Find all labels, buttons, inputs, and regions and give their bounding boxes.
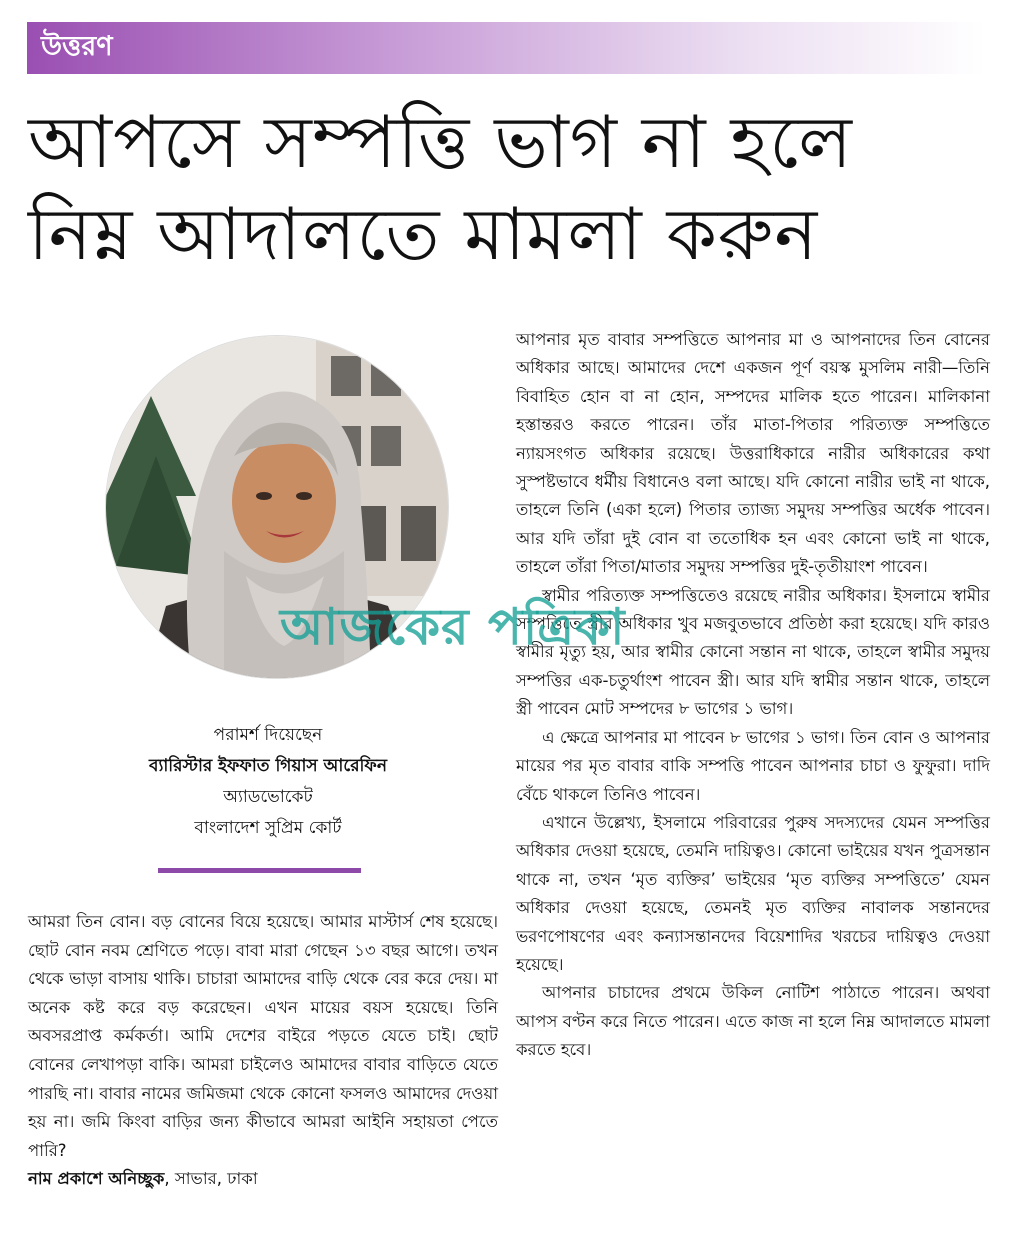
byline-divider (158, 868, 361, 873)
headline-line-1: আপসে সম্পত্তি ভাগ না হলে (28, 100, 853, 184)
byline-title: অ্যাডভোকেট (223, 787, 313, 807)
question-text: আমরা তিন বোন। বড় বোনের বিয়ে হয়েছে। আমার মাস্টার্স শেষ হয়েছে। ছোট বোন নবম শ্রেণিতে পড়ে। বাবা মারা গেছেন ১৩ বছর আগে। তখন থেকে ভাড়া বাসায় থাকি। চাচারা আমাদের বাড়ি থেকে বের করে দেয়। মা অনেক কষ্ট করে বড় করেছেন। এখন মায়ের বয়স হয়েছে। তিনি অবসরপ্রাপ্ত কর্মকর্তা। আমি দেশের বাইরে পড়তে যেতে চাই। ছোট বোনের লেখাপড়া বাকি। আমরা চাইলেও আমাদের বাবার বাড়িতে যেতে পারছি না। বাবার নামের জমিজমা থেকে কোনো ফসলও আমাদের দেওয়া হয় না। জমি কিংবা বাড়ির জন্য কীভাবে আমরা আইনি সহায়তা পেতে পারি? (28, 912, 498, 1160)
byline-court: বাংলাদেশ সুপ্রিম কোর্ট (194, 818, 342, 838)
byline-name: ব্যারিস্টার ইফফাত গিয়াস আরেফিন (148, 756, 387, 776)
headline-line-2: নিম্ন আদালতে মামলা করুন (28, 192, 819, 276)
answer-paragraph-4: এখানে উল্লেখ্য, ইসলামে পরিবারের পুরুষ সদস্যদের যেমন সম্পত্তির অধিকার দেওয়া হয়েছে, তেমনি দায়িত্বও। কোনো ভাইয়ের যখন পুত্রসন্তান থাকে না, তখন ‘মৃত ব্যক্তির’ ভাইয়ের ‘মৃত ব্যক্তির সম্পত্তিতে’ যেমন অধিকার দেওয়া হয়েছে, তেমনই মৃত ব্যক্তির নাবালক সন্তানদের ভরণপোষণের এবং কন্যাসন্তানদের বিয়েশাদির খরচের দায়িত্বও দেওয়া হয়েছে। (516, 812, 990, 974)
publication-watermark: আজকের পত্রিকা (280, 598, 626, 656)
section-header-bar (27, 22, 985, 74)
answer-paragraph-3: এ ক্ষেত্রে আপনার মা পাবেন ৮ ভাগের ১ ভাগ। তিন বোন ও আপনার মায়ের পর মৃত বাবার বাকি সম্পত্তি পাবেন আপনার চাচা ও ফুফুরা। দাদি বেঁচে থাকলে তিনিও পাবেন। (516, 727, 990, 804)
question-location: , সাভার, ঢাকা (164, 1169, 258, 1189)
headline (28, 96, 988, 280)
answer-paragraph-5: আপনার চাচাদের প্রথমে উকিল নোটিশ পাঠাতে পারেন। অথবা আপস বণ্টন করে নিতে পারেন। এতে কাজ না হলে নিম্ন আদালতে মামলা করতে হবে। (516, 983, 990, 1060)
section-label: উত্তরণ (41, 31, 113, 62)
byline (28, 720, 508, 844)
answer-paragraph-2: স্বামীর পরিত্যক্ত সম্পত্তিতেও রয়েছে নারীর অধিকার। ইসলামে স্বামীর সম্পত্তিতে স্ত্রীর অধিকার খুব মজবুতভাবে প্রতিষ্ঠা করা হয়েছে। যদি কারও স্বামীর মৃত্যু হয়, আর স্বামীর কোনো সন্তান না থাকে, তাহলে স্বামীর সমুদয় সম্পত্তির এক-চতুর্থাংশ পাবেন স্ত্রী। আর যদি স্বামীর সন্তান থাকে, তাহলে স্ত্রী পাবেন মোট সম্পদের ৮ ভাগের ১ ভাগ। (516, 585, 990, 719)
answer-paragraph-1: আপনার মৃত বাবার সম্পত্তিতে আপনার মা ও আপনাদের তিন বোনের অধিকার আছে। আমাদের দেশে একজন পূর্ণ বয়স্ক মুসলিম নারী—তিনি বিবাহিত হোন বা না হোন, সম্পদের মালিক হতে পারেন। মালিকানা হস্তান্তরও করতে পারেন। তাঁর মাতা-পিতার পরিত্যক্ত সম্পত্তিতে ন্যায়সংগত অধিকার রয়েছে। উত্তরাধিকারে নারীর অধিকারের কথা সুস্পষ্টভাবে ধর্মীয় বিধানেও বলা আছে। যদি কোনো নারীর ভাই না থাকে, তাহলে তিনি (একা হলে) পিতার ত্যাজ্য সমুদয় সম্পত্তির অর্ধেক পাবেন। আর যদি তাঁরা দুই বোন বা ততোধিক হন এবং কোনো ভাই না থাকে, তাহলে তাঁরা পিতা/মাতার সমুদয় সম্পত্তির দুই-তৃতীয়াংশ পাবেন। (516, 330, 990, 577)
reader-question (28, 908, 498, 1194)
byline-intro: পরামর্শ দিয়েছেন (213, 725, 323, 745)
question-signer: নাম প্রকাশে অনিচ্ছুক (28, 1169, 165, 1189)
answer-column (516, 326, 990, 1065)
